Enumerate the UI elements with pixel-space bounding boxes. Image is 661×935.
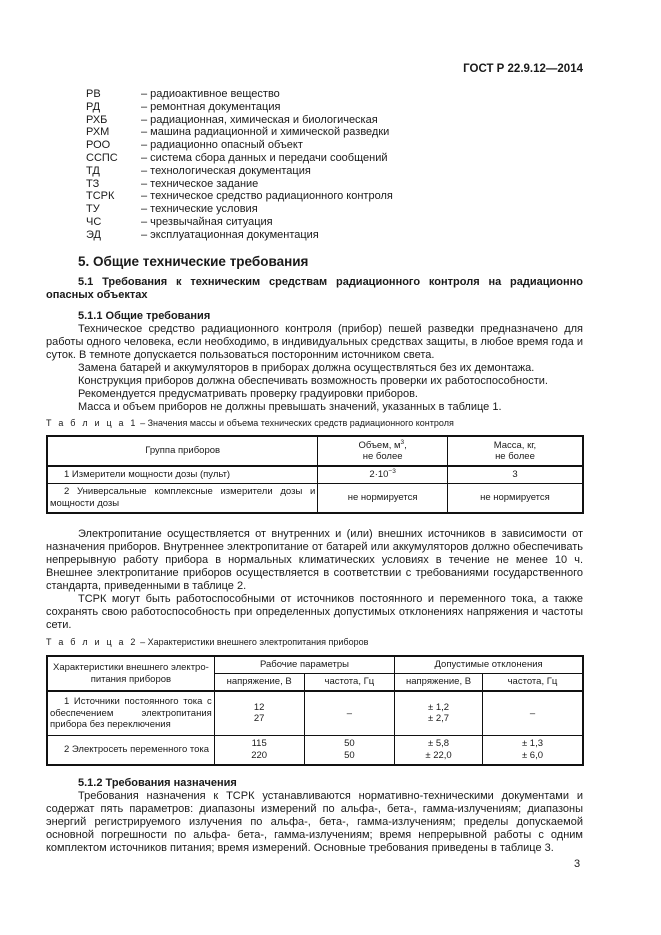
page-number: 3 <box>574 858 581 870</box>
abbreviation-value: – радиационно опасный объект <box>141 139 303 152</box>
cell-dev-voltage <box>395 735 483 765</box>
table-2-caption <box>46 637 368 647</box>
cell-dev-frequency: – <box>482 691 583 735</box>
header-characteristic-line2: питания приборов <box>90 673 172 685</box>
value: 50 <box>344 738 355 750</box>
cell-work-frequency <box>304 735 395 765</box>
paragraph: Рекомендуется предусматривать проверку градуировки приборов. <box>78 388 418 400</box>
cell-group: 2 Универсальные комплексные измерители дозы и мощности дозы <box>47 483 318 513</box>
value: 12 <box>253 701 265 713</box>
value: 115 <box>251 738 267 750</box>
header-work-frequency: частота, Гц <box>304 673 395 691</box>
header-volume-limit: не более <box>362 451 403 462</box>
cell-mass: 3 <box>447 466 583 483</box>
subsection-5-1-2 <box>46 777 583 855</box>
table-row <box>47 466 583 483</box>
abbreviation-key: РОО <box>86 139 111 152</box>
cell-mass: не нормируется <box>447 483 583 513</box>
cell-volume <box>318 466 448 483</box>
paragraph: Конструкция приборов должна обеспечивать возможность проверки их работоспособности. <box>78 375 548 387</box>
volume-base: 2·10 <box>369 469 389 480</box>
header-characteristic <box>47 656 214 691</box>
abbreviation-key: РД <box>86 100 101 113</box>
value: 50 <box>344 749 355 761</box>
abbreviation-item <box>86 190 393 203</box>
paragraph: ТСРК могут быть работоспособными от источников постоянного и переменного тока, а также сохранять свою работоспособность при определенных допустимых отклонениях напряжения и частоты сети. <box>46 593 583 631</box>
paragraph: Масса и объем приборов не должны превышать значений, указанных в таблице 1. <box>78 401 502 413</box>
abbreviation-key: ТЗ <box>86 177 100 190</box>
abbreviation-value: – чрезвычайная ситуация <box>141 215 273 228</box>
header-work-voltage: напряжение, В <box>214 673 304 691</box>
cell-group: 1 Измерители мощности дозы (пульт) <box>47 466 318 483</box>
abbreviation-value: – радиоактивное вещество <box>141 88 280 100</box>
abbreviation-item <box>86 152 393 165</box>
table-row <box>47 735 583 765</box>
table-header-row <box>47 656 583 673</box>
header-mass <box>447 436 583 466</box>
abbreviation-item <box>86 126 393 139</box>
abbreviation-item <box>86 203 393 216</box>
abbreviation-value: – технологическая документация <box>141 164 311 177</box>
value: ± 5,8 <box>428 738 450 750</box>
cell-work-frequency: – <box>304 691 395 735</box>
volume-exponent: −3 <box>388 467 396 475</box>
cell-characteristic: 2 Электросеть переменного тока <box>47 735 214 765</box>
header-mass-limit: не более <box>495 451 535 462</box>
section-title: 5. Общие технические требования <box>78 254 309 269</box>
abbreviation-key: РХМ <box>86 126 110 139</box>
abbreviation-value: – машина радиационной и химической разведки <box>141 126 390 139</box>
paragraph: Техническое средство радиационного контроля (прибор) пешей разведки предназначено для работы одного человека, если необходимо, в индивидуальных средствах защиты, в любое время года и суток. В темноте допускается пользоваться посторонним источником света. <box>46 323 583 361</box>
header-volume-sup: 3 <box>400 438 405 446</box>
table-1-caption-prefix: Т а б л и ц а 1 <box>46 418 138 428</box>
abbreviation-key: РВ <box>86 88 101 100</box>
paragraph: Требования назначения к ТСРК устанавливаются нормативно-техническими документами и содержат пять параметров: диапазоны измерений по альфа-, бета-, гамма-излучениям; диапазоны энергий регистрируемого излучения по альфа-, бета-, гамма-излучениям; пределы допускаемой основной погрешности по альфа- бета-, гамма-излучениям; время непрерывной работы с одним комплектом источников питания; время измерений. Основные требования приведены в таблице 3. <box>46 790 583 854</box>
value: ± 1,2 <box>428 701 450 713</box>
abbreviation-item <box>86 88 393 101</box>
abbreviation-value: – эксплуатационная документация <box>141 228 319 241</box>
paragraph: Замена батарей и аккумуляторов в приборах должна осуществляться без их демонтажа. <box>78 362 535 374</box>
subsection-5-1-1-title: 5.1.1 Общие требования <box>78 310 211 322</box>
section-5 <box>46 255 583 414</box>
abbreviation-value: – радиационная, химическая и биологическая <box>141 113 378 126</box>
subsection-5-1-title: 5.1 Требования к техническим средствам радиационного контроля на радиационно опасных объектах <box>46 276 583 301</box>
value: ± 22,0 <box>425 749 452 761</box>
cell-work-voltage <box>214 735 304 765</box>
table-header-row <box>47 436 583 466</box>
cell-volume: не нормируется <box>318 483 448 513</box>
document-code: ГОСТ Р 22.9.12—2014 <box>463 63 583 75</box>
header-working-params: Рабочие параметры <box>214 656 394 673</box>
header-mass-label: Масса, кг, <box>493 439 537 451</box>
subsection-5-1-2-title: 5.1.2 Требования назначения <box>78 777 237 789</box>
cell-characteristic: 1 Источники постоянного тока с обеспечением электропитания прибора без переключения <box>47 691 214 735</box>
abbreviation-item <box>86 165 393 178</box>
abbreviation-value: – техническое задание <box>141 177 259 190</box>
header-dev-frequency: частота, Гц <box>482 673 583 691</box>
value: ± 6,0 <box>521 749 543 761</box>
header-group: Группа приборов <box>47 436 318 466</box>
table-2-caption-text: – Характеристики внешнего электропитания приборов <box>137 637 369 647</box>
value: ± 1,3 <box>521 738 543 750</box>
table-1-caption-text: – Значения массы и объема технических средств радиационного контроля <box>137 418 454 428</box>
header-deviations: Допустимые отклонения <box>395 656 583 673</box>
abbreviation-value: – система сбора данных и передачи сообщений <box>141 151 388 164</box>
abbreviation-item <box>86 178 393 191</box>
power-supply-paragraphs <box>46 528 583 632</box>
abbreviation-key: ТСРК <box>86 190 115 203</box>
table-1 <box>46 435 584 514</box>
abbreviation-item <box>86 114 393 127</box>
header-characteristic-line1: Характеристики внешнего электро- <box>52 662 209 673</box>
cell-work-voltage <box>214 691 304 735</box>
abbreviation-key: ТД <box>86 164 100 177</box>
value: 220 <box>251 749 268 761</box>
cell-dev-frequency <box>482 735 583 765</box>
value: 27 <box>253 713 265 725</box>
header-dev-voltage: напряжение, В <box>395 673 483 691</box>
table-row <box>47 691 583 735</box>
abbreviation-key: ЭД <box>86 228 101 241</box>
paragraph: Электропитание осуществляется от внутренних и (или) внешних источников в зависимости от назначения приборов. Внутреннее электропитание от батарей или аккумуляторов должно обеспечивать непрерывную работу прибора в нормальных климатических условиях в течение не менее 10 ч. Внешнее электропитание приборов осуществляется в соответствии с требованиями государственного стандарта, приведенными в таблице 2. <box>46 528 583 592</box>
abbreviation-key: ЧС <box>86 215 102 228</box>
table-1-caption <box>46 418 454 428</box>
abbreviation-value: – техническое средство радиационного контроля <box>141 190 393 203</box>
table-2 <box>46 655 584 766</box>
abbreviation-item <box>86 101 393 114</box>
table-row <box>47 483 583 513</box>
cell-dev-voltage <box>395 691 483 735</box>
abbreviation-value: – ремонтная документация <box>141 100 281 113</box>
abbreviation-value: – технические условия <box>141 203 258 216</box>
table-2-caption-prefix: Т а б л и ц а 2 <box>46 637 138 647</box>
abbreviation-item <box>86 216 393 229</box>
abbreviation-key: РХБ <box>86 113 108 126</box>
abbreviation-key: ССПС <box>86 151 118 164</box>
header-volume-suffix: , <box>404 439 407 451</box>
abbreviation-list <box>86 88 393 242</box>
header-volume <box>318 436 448 466</box>
abbreviation-key: ТУ <box>86 203 100 216</box>
abbreviation-item <box>86 229 393 242</box>
value: ± 2,7 <box>428 713 450 725</box>
abbreviation-item <box>86 139 393 152</box>
header-volume-label: Объем, м <box>358 439 401 451</box>
